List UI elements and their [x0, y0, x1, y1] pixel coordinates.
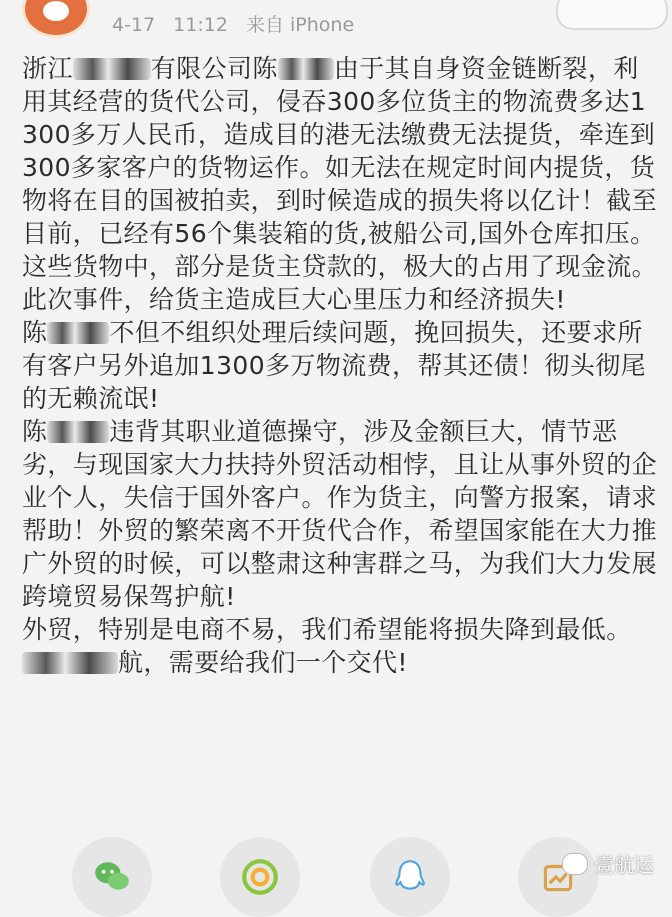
p3-text-b: 违背其职业道德操守，涉及金额巨大，情节恶劣，与现国家大力扶持外贸活动相悖，且让从事外贸的企业个人，失信于国外客户。作为货主，向警方报案，请求帮助！外贸的繁荣离不开货代合作，希望国家能在大力推广外贸的时候，可以整肃这种害群之马，为我们大力发展跨境贸易保驾护航!: [22, 417, 658, 611]
avatar-face: [43, 1, 69, 21]
watermark-text: 壹航运: [594, 853, 654, 877]
p1-text-b: 有限公司陈: [150, 54, 278, 83]
p4-text-b: 航，需要给我们一个交代!: [118, 648, 408, 677]
post-source: 来自 iPhone: [245, 14, 355, 36]
paragraph-1: [22, 52, 662, 316]
post-date: 4-17: [112, 14, 156, 36]
redacted-blur: [47, 322, 109, 344]
post-header: [0, 0, 672, 48]
avatar[interactable]: [22, 0, 90, 38]
p1-text-c: 由于其自身资金链断裂，利用其经营的货代公司，侵吞300多位货主的物流费多达1300多万人民币，造成目的港无法缴费无法提货，牵连到300多家客户的货物运作。如无法在规定时间内提货，货物将在目的国被拍卖，到时候造成的损失将以亿计！截至目前，已经有56个集装箱的货,被船公司,国外仓库扣压。这些货物中，部分是货主贷款的，极大的占用了现金流。此次事件，给货主造成巨大心里压力和经济损失!: [22, 54, 658, 314]
moments-icon[interactable]: [220, 837, 300, 917]
redacted-blur: [73, 58, 151, 80]
follow-button[interactable]: [556, 0, 668, 30]
post-meta: [112, 10, 366, 37]
p2-text-b: 不但不组织处理后续问题，挽回损失，还要求所有客户另外追加1300多万物流费，帮其还债！彻头彻尾的无赖流氓!: [22, 318, 647, 413]
post-content: [22, 52, 662, 679]
p4-text-a: 外贸，特别是电商不易，我们希望能将损失降到最低。: [22, 615, 632, 644]
redacted-blur: [47, 421, 109, 443]
qq-icon[interactable]: [370, 837, 450, 917]
share-footer: [0, 815, 672, 891]
redacted-blur: [22, 652, 118, 674]
watermark: [562, 849, 654, 878]
p3-text-a: 陈: [22, 417, 48, 446]
paragraph-4: [22, 613, 662, 679]
post-time: 11:12: [173, 14, 228, 36]
p1-text-a: 浙江: [22, 54, 73, 83]
wechat-logo-icon: [562, 853, 588, 875]
paragraph-2: [22, 316, 662, 415]
p2-text-a: 陈: [22, 318, 48, 347]
paragraph-3: [22, 415, 662, 613]
wechat-icon[interactable]: [72, 837, 152, 917]
redacted-blur: [278, 58, 334, 80]
